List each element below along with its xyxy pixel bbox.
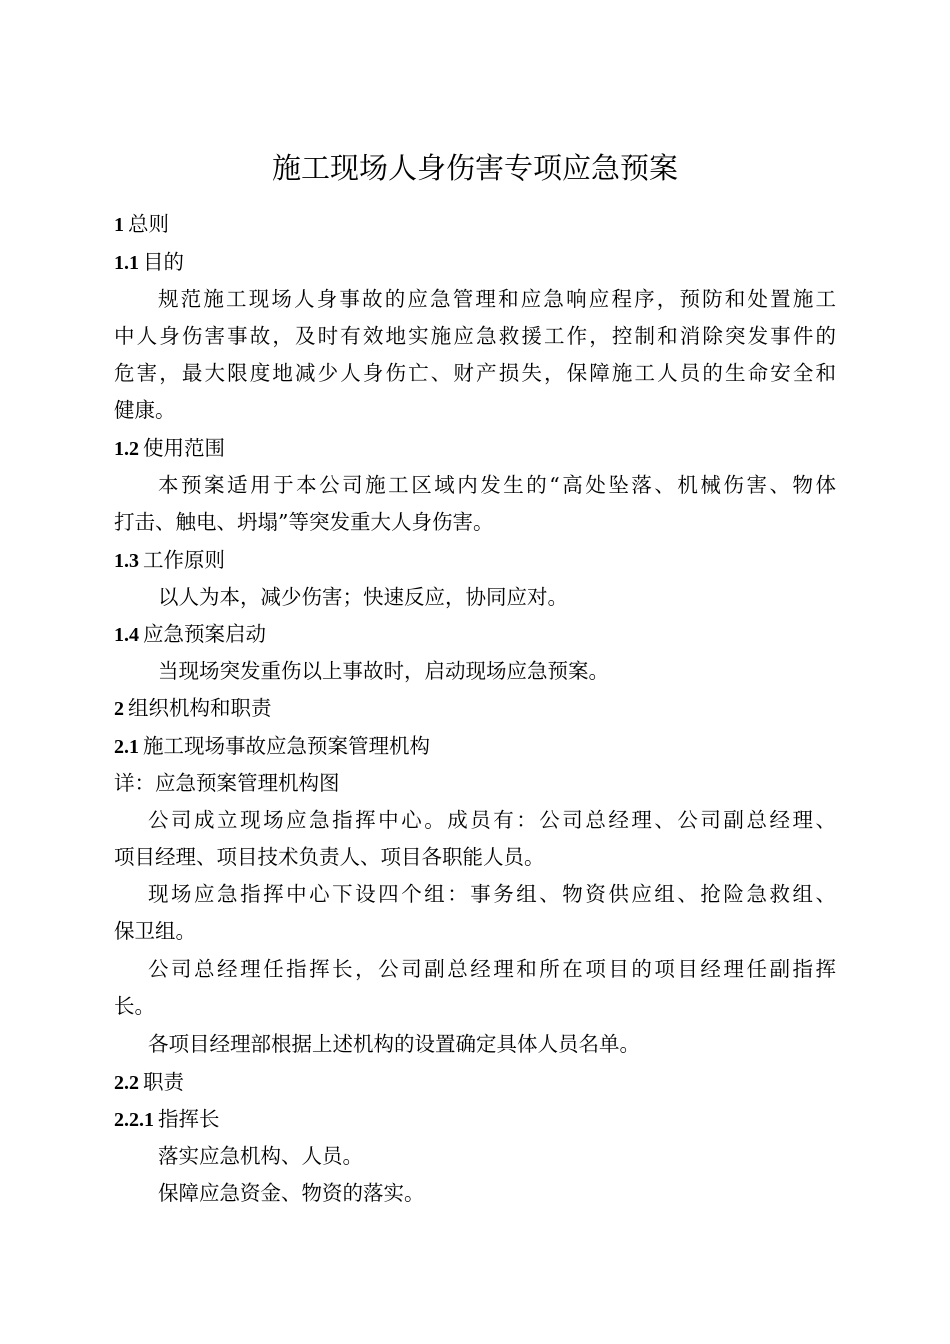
section-number: 1.3 [114,550,139,572]
section-number: 1.1 [114,252,139,274]
section-heading-2-2 [114,1068,184,1097]
paragraph-line: 各项目经理部根据上述机构的设置确定具体人员名单。 [148,1032,640,1056]
section-title: 目的 [143,250,184,274]
paragraph-line: 保卫组。 [114,919,196,943]
paragraph-line: 当现场突发重伤以上事故时，启动现场应急预案。 [158,659,609,683]
section-title: 施工现场事故应急预案管理机构 [143,734,430,758]
document-title: 施工现场人身伤害专项应急预案 [271,151,678,185]
paragraph-line: 健康。 [114,398,176,422]
section-heading-1-4 [114,620,266,649]
section-heading-1-3 [114,546,225,575]
section-heading-2-2-1 [114,1105,220,1134]
section-title: 组织机构和职责 [128,696,272,720]
section-title: 工作原则 [143,548,225,572]
section-number: 1 [114,214,124,236]
paragraph-line: 危害，最大限度地减少人身伤亡、财产损失，保障施工人员的生命安全和 [114,361,836,385]
section-number: 1.4 [114,624,139,646]
paragraph-line: 项目经理、项目技术负责人、项目各职能人员。 [114,845,545,869]
paragraph-line: 落实应急机构、人员。 [158,1144,363,1168]
paragraph-line: 保障应急资金、物资的落实。 [158,1181,425,1205]
section-title: 应急预案启动 [143,622,266,646]
section-heading-1 [114,210,169,239]
paragraph-line: 中人身伤害事故，及时有效地实施应急救援工作，控制和消除突发事件的 [114,324,836,348]
section-number: 2.2 [114,1072,139,1094]
section-number: 1.2 [114,438,139,460]
section-heading-2 [114,694,272,723]
section-number: 2.2.1 [114,1109,154,1131]
section-heading-2-1 [114,732,430,761]
section-number: 2.1 [114,736,139,758]
section-heading-1-2 [114,434,225,463]
paragraph-line: 打击、触电、坍塌”等突发重大人身伤害。 [114,510,494,534]
paragraph-line: 长。 [114,994,155,1018]
paragraph-line: 本预案适用于本公司施工区域内发生的“高处坠落、机械伤害、物体 [158,473,836,497]
section-title: 职责 [143,1070,184,1094]
paragraph-line: 规范施工现场人身事故的应急管理和应急响应程序，预防和处置施工 [158,287,836,311]
section-title: 指挥长 [158,1107,220,1131]
paragraph-line: 详：应急预案管理机构图 [114,771,340,795]
paragraph-line: 现场应急指挥中心下设四个组：事务组、物资供应组、抢险急救组、 [148,882,836,906]
paragraph-line: 以人为本，减少伤害；快速反应，协同应对。 [158,585,568,609]
paragraph-line: 公司总经理任指挥长，公司副总经理和所在项目的项目经理任副指挥 [148,957,836,981]
section-title: 总则 [128,212,169,236]
section-number: 2 [114,698,124,720]
section-title: 使用范围 [143,436,225,460]
section-heading-1-1 [114,248,184,277]
paragraph-line: 公司成立现场应急指挥中心。成员有：公司总经理、公司副总经理、 [148,808,836,832]
